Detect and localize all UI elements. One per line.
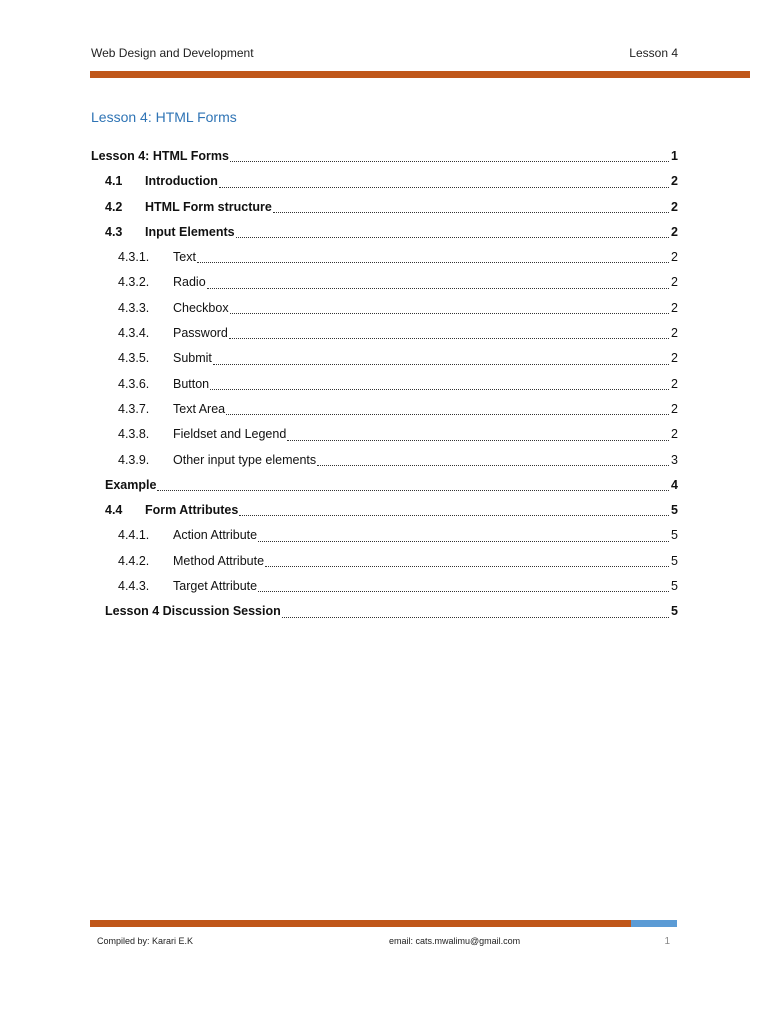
toc-entry-page: 5 (671, 553, 678, 568)
toc-dot-leader (239, 514, 669, 516)
footer-divider-blue (631, 920, 677, 927)
toc-entry-number: 4.4 (105, 503, 123, 518)
toc-entry[interactable] (91, 322, 678, 347)
toc-entry-number: 4.3 (105, 224, 123, 239)
toc-entry-page: 2 (671, 427, 678, 442)
toc-entry-page: 2 (671, 174, 678, 189)
toc-dot-leader (265, 565, 669, 567)
toc-entry-page: 5 (671, 579, 678, 594)
toc-dot-leader (230, 160, 669, 162)
toc-entry-title: Action Attribute (173, 528, 258, 543)
toc-dot-leader (229, 337, 669, 339)
toc-entry-title: Fieldset and Legend (173, 427, 287, 442)
toc-dot-leader (230, 312, 669, 314)
toc-dot-leader (157, 489, 669, 491)
toc-entry-title: Lesson 4: HTML Forms (91, 149, 229, 163)
toc-dot-leader (219, 186, 669, 188)
toc-entry[interactable] (91, 221, 678, 246)
toc-entry-number: 4.3.8. (118, 427, 150, 442)
toc-heading: Lesson 4: HTML Forms (91, 109, 237, 125)
toc-entry-title: Example (105, 477, 157, 492)
page-header (91, 46, 678, 60)
toc-dot-leader (282, 616, 669, 618)
toc-entry-number: 4.3.5. (118, 351, 150, 366)
toc-entry-title: Button (173, 376, 210, 391)
toc-entry-title: Form Attributes (145, 503, 239, 518)
toc-entry[interactable] (91, 449, 678, 474)
toc-entry[interactable] (91, 575, 678, 600)
toc-dot-leader (207, 287, 669, 289)
toc-entry[interactable] (91, 271, 678, 296)
header-course-title: Web Design and Development (91, 46, 254, 60)
toc-entry-page: 4 (671, 477, 678, 492)
toc-entry-page: 5 (671, 528, 678, 543)
toc-entry-title: Password (173, 326, 228, 341)
toc-entry-number: 4.3.2. (118, 275, 150, 290)
toc-entry-title: Target Attribute (173, 579, 258, 594)
toc-entry-title: Checkbox (173, 300, 229, 315)
toc-entry[interactable] (91, 196, 678, 221)
toc-dot-leader (236, 236, 669, 238)
toc-entry[interactable] (91, 600, 678, 625)
toc-entry-page: 2 (671, 199, 678, 214)
toc-entry-page: 5 (671, 503, 678, 518)
toc-entry-page: 2 (671, 275, 678, 290)
toc-entry[interactable] (91, 297, 678, 322)
toc-entry-page: 2 (671, 224, 678, 239)
toc-entry-number: 4.3.4. (118, 326, 150, 341)
header-divider (90, 71, 750, 78)
toc-entry-number: 4.3.6. (118, 376, 150, 391)
toc-entry[interactable] (91, 550, 678, 575)
footer-page-number: 1 (664, 936, 670, 947)
toc-dot-leader (226, 413, 669, 415)
toc-entry-page: 2 (671, 250, 678, 265)
toc-entry-number: 4.3.9. (118, 452, 150, 467)
toc-entry[interactable] (91, 373, 678, 398)
toc-entry-page: 2 (671, 351, 678, 366)
toc-entry-title: Radio (173, 275, 206, 290)
toc-entry-title: Submit (173, 351, 212, 366)
toc-entry-page: 3 (671, 452, 678, 467)
toc-entry[interactable] (91, 170, 678, 195)
toc-entry-number: 4.2 (105, 199, 123, 214)
toc-entry-page: 2 (671, 300, 678, 315)
toc-entry-number: 4.4.1. (118, 528, 150, 543)
toc-entry-title: Method Attribute (173, 553, 265, 568)
toc-entry-number: 4.3.3. (118, 300, 150, 315)
header-lesson-label: Lesson 4 (629, 46, 678, 60)
toc-entry-title: Text (173, 250, 196, 265)
toc-entry-title: Lesson 4 Discussion Session (105, 604, 281, 619)
toc-dot-leader (287, 439, 669, 441)
table-of-contents (91, 145, 678, 626)
toc-entry[interactable] (91, 246, 678, 271)
toc-dot-leader (317, 464, 669, 466)
toc-entry-number: 4.4.2. (118, 553, 150, 568)
toc-entry[interactable] (91, 347, 678, 372)
toc-entry-page: 1 (671, 149, 678, 163)
toc-entry-number: 4.3.7. (118, 401, 150, 416)
toc-entry-page: 5 (671, 604, 678, 619)
toc-entry-page: 2 (671, 401, 678, 416)
toc-entry[interactable] (91, 423, 678, 448)
toc-dot-leader (258, 590, 669, 592)
toc-dot-leader (258, 540, 669, 542)
toc-entry[interactable] (91, 398, 678, 423)
toc-dot-leader (210, 388, 669, 390)
footer-email: email: cats.mwalimu@gmail.com (389, 936, 521, 946)
toc-dot-leader (273, 211, 669, 213)
toc-entry-title: Other input type elements (173, 452, 317, 467)
toc-entry[interactable] (91, 499, 678, 524)
toc-dot-leader (197, 261, 669, 263)
toc-entry[interactable] (91, 145, 678, 170)
toc-entry-title: Introduction (145, 174, 218, 189)
toc-entry-number: 4.4.3. (118, 579, 150, 594)
footer-compiled-by: Compiled by: Karari E.K (97, 936, 194, 946)
toc-entry[interactable] (91, 474, 678, 499)
toc-entry-title: HTML Form structure (145, 199, 272, 214)
toc-entry[interactable] (91, 524, 678, 549)
toc-entry-page: 2 (671, 376, 678, 391)
footer-divider-orange (90, 920, 631, 927)
toc-entry-page: 2 (671, 326, 678, 341)
toc-entry-number: 4.1 (105, 174, 123, 189)
footer-divider (90, 920, 677, 927)
toc-entry-title: Input Elements (145, 224, 235, 239)
toc-dot-leader (213, 363, 669, 365)
toc-entry-title: Text Area (173, 401, 226, 416)
toc-entry-number: 4.3.1. (118, 250, 150, 265)
